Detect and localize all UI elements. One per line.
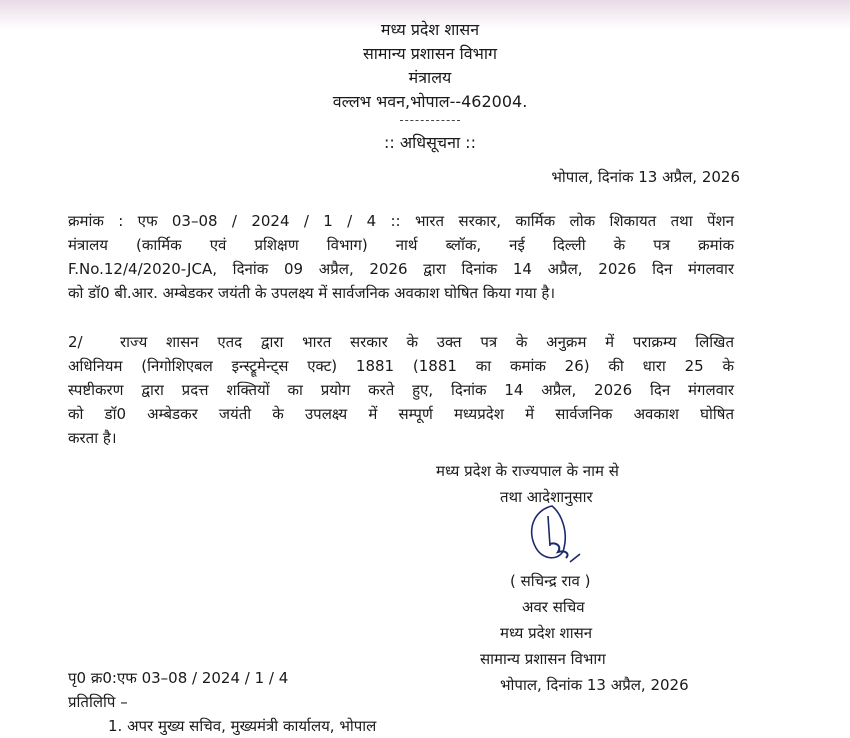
signatory-government: मध्य प्रदेश शासन [500, 624, 593, 642]
paragraph-1-line: को डॉ0 बी.आर. अम्बेडकर जयंती के उपलक्ष्य में सार्वजनिक अवकाश घोषित किया गया है। [68, 284, 556, 302]
signatory-department: सामान्य प्रशासन विभाग [480, 650, 606, 668]
letterhead [280, 18, 580, 155]
letterhead-department: सामान्य प्रशासन विभाग [362, 44, 498, 63]
endorsement-reference: पृ0 क्र0:एफ 03–08 / 2024 / 1 / 4 [68, 669, 289, 687]
signatory-date: भोपाल, दिनांक 13 अप्रैल, 2026 [500, 676, 689, 694]
paragraph-1-line: मंत्रालय (कार्मिक एवं प्रशिक्षण विभाग) नार्थ ब्लॉक, नई दिल्ली के पत्र क्रमांक [68, 236, 734, 254]
paragraph-2-line: राज्य शासन एतद द्वारा भारत सरकार के उक्त पत्र के अनुक्रम में पराक्रम्य लिखित [120, 333, 734, 351]
authority-line-2: तथा आदेशानुसार [500, 488, 593, 506]
copy-recipient: 1. अपर मुख्य सचिव, मुख्यमंत्री कार्यालय, भोपाल [108, 717, 377, 735]
document-title: :: अधिसूचना :: [384, 133, 476, 152]
signatory-designation: अवर सचिव [522, 598, 585, 616]
paragraph-1 [68, 209, 734, 305]
paragraph-2-first-line [68, 330, 734, 354]
paragraph-2-line: स्पष्टीकरण द्वारा प्रदत्त शक्तियों का प्रयोग करते हुए, दिनांक 14 अप्रैल, 2026 दिन मंगलवार [68, 381, 734, 399]
issue-date: भोपाल, दिनांक 13 अप्रैल, 2026 [551, 168, 740, 186]
paragraph-2 [68, 330, 734, 450]
paragraph-2-line: अधिनियम (निगोशिएबल इन्स्ट्रूमेन्ट्स एक्ट) 1881 (1881 का कमांक 26) की धारा 25 के [68, 357, 734, 375]
paragraph-2-line: करता है। [68, 429, 117, 447]
paragraph-1-line: क्रमांक : एफ 03–08 / 2024 / 1 / 4 :: भारत सरकार, कार्मिक लोक शिकायत तथा पेंशन [68, 212, 734, 230]
letterhead-office: मंत्रालय [408, 68, 452, 87]
signatory-block [460, 568, 760, 698]
authority-line-1: मध्य प्रदेश के राज्यपाल के नाम से [436, 462, 619, 480]
paragraph-number: 2/ [68, 333, 83, 351]
copy-label: प्रतिलिपि – [68, 693, 128, 711]
signature-icon [522, 500, 602, 570]
endorsement-block [68, 666, 376, 738]
letterhead-address: वल्लभ भवन,भोपाल--462004. [332, 92, 528, 111]
signatory-name: ( सचिन्द्र राव ) [510, 572, 591, 590]
letterhead-government: मध्य प्रदेश शासन [380, 20, 480, 39]
header-divider [400, 120, 460, 129]
paragraph-1-line: F.No.12/4/2020-JCA, दिनांक 09 अप्रैल, 2026 द्वारा दिनांक 14 अप्रैल, 2026 दिन मंगलवार [68, 260, 734, 278]
paragraph-2-line: को डॉ0 अम्बेडकर जयंती के उपलक्ष्य में सम्पूर्ण मध्यप्रदेश में सार्वजनिक अवकाश घोषित [68, 405, 734, 423]
